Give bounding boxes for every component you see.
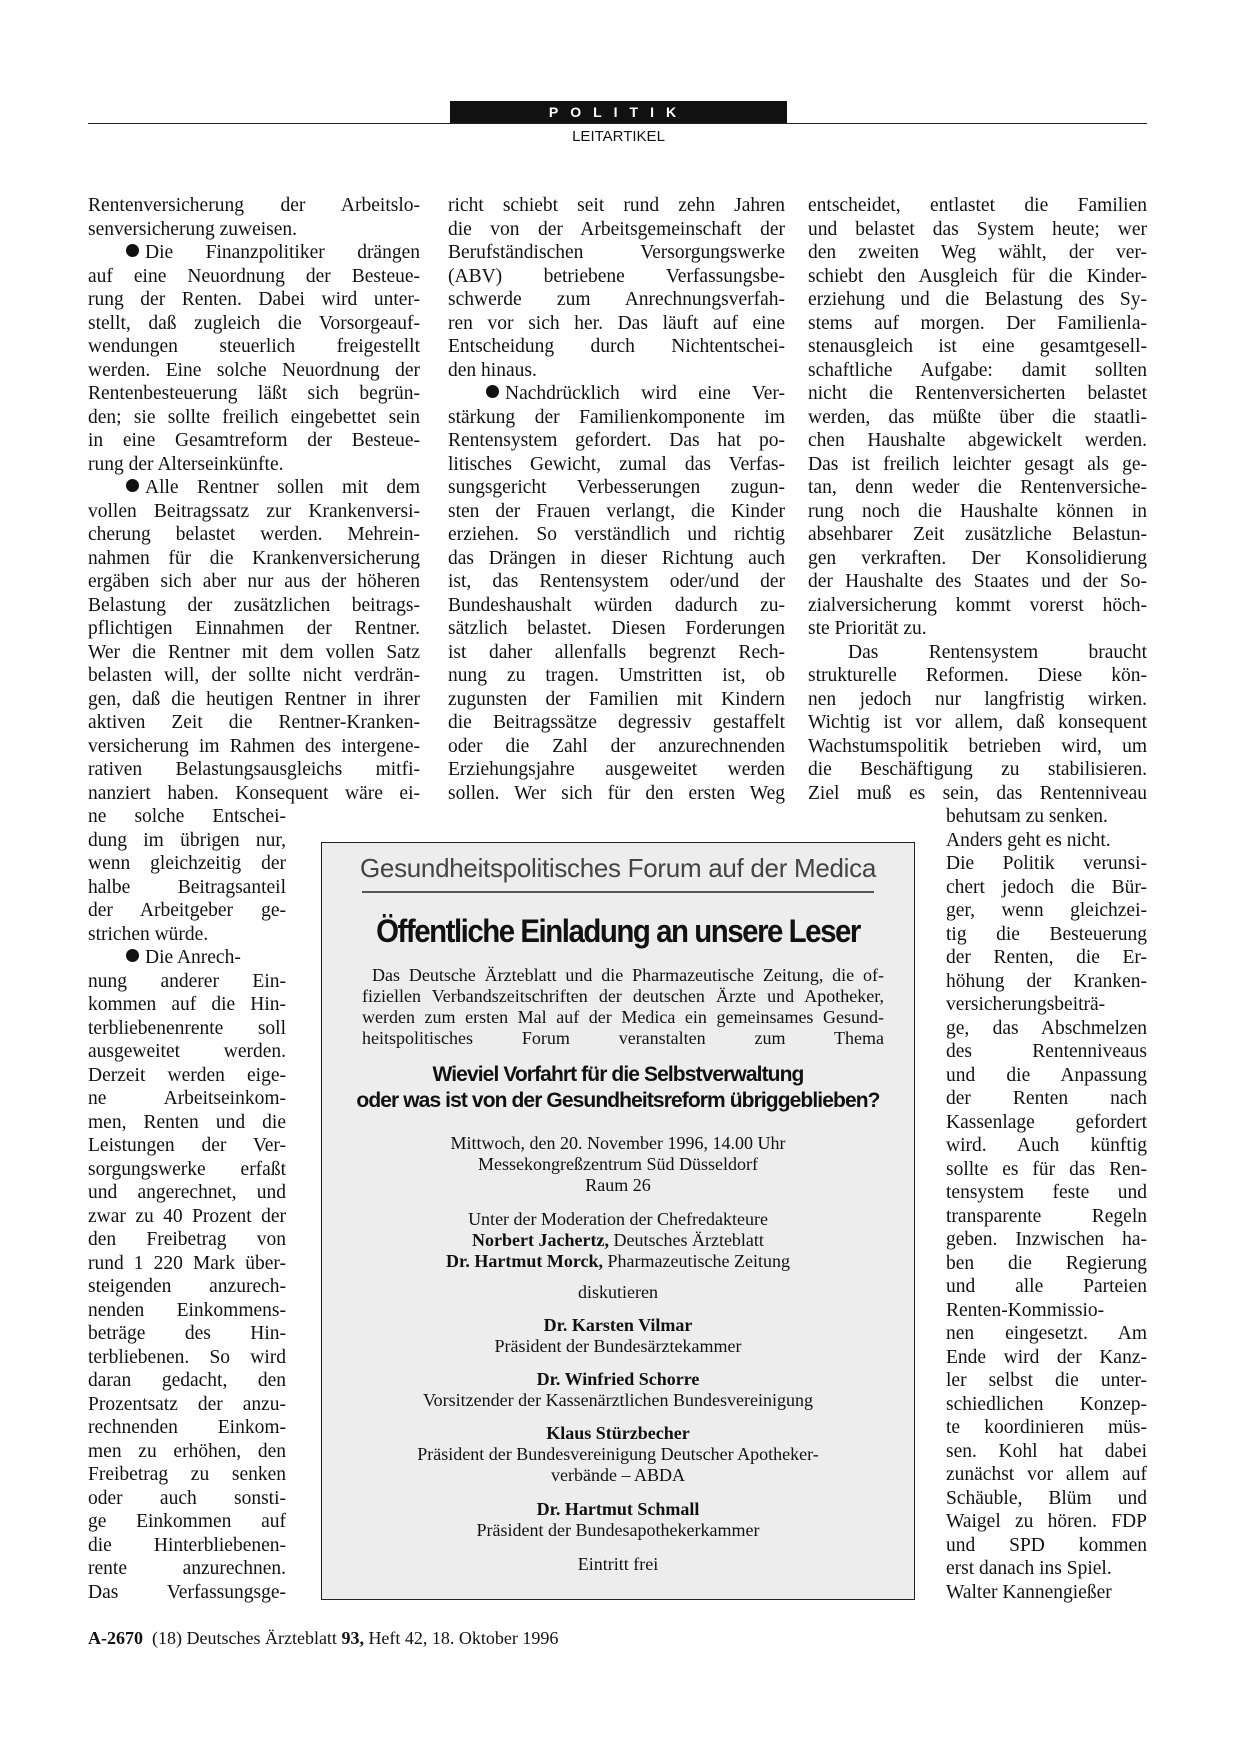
text-line: rechnenden Einkom- [88,1417,286,1438]
text-line: ist, das Rentensystem oder/und der [448,571,785,592]
text-line: nenden Einkommens- [88,1299,286,1321]
text-line: versicherungsbeiträ- [946,994,1106,1015]
text-line: aktiven Zeit die Rentner-Kranken- [88,712,420,733]
text-line: senversicherung zuweisen. [88,218,298,240]
text-line: schiebt den Ausgleich für die Kinder- [808,265,1147,287]
text-line: ren vor sich her. Das läuft auf eine [448,312,785,334]
footer-volume: 93, [341,1628,364,1648]
text-line: sätzlich belastet. Diesen Forderungen [448,618,785,639]
bullet-icon [126,244,139,257]
footer-issue: Heft 42, 18. Oktober 1996 [363,1628,559,1648]
text-line: Berufständischen Versorgungswerke [448,242,785,263]
text-line: ste Priorität zu. [808,618,927,639]
text-line: werden. Eine solche Neuordnung der [88,359,420,381]
text-line: zialversicherung kommt vorerst höch- [808,594,1147,616]
text-line: Alle Rentner sollen mit dem [145,477,420,498]
text-line: stenausgleich ist eine gesamtgesell- [808,336,1147,357]
text-line: ler selbst die unter- [946,1370,1147,1391]
text-line: richt schiebt seit rund zehn Jahren [448,195,785,216]
panelist [322,1499,914,1541]
text-line: Leistungen der Ver- [88,1135,286,1156]
section-label: POLITIK [450,101,787,123]
text-line: absehbarer Zeit zusätzliche Belastun- [808,524,1147,545]
text-line: strichen würde. [88,923,209,945]
text-line: pflichtigen Einnahmen der Rentner. [88,618,420,639]
subsection-label: LEITARTIKEL [572,128,665,145]
text-line: (ABV) betriebene Verfassungsbe- [448,265,785,287]
text-line: Das Deutsche Ärzteblatt und die Pharmazeutische Zeitung, die of- [372,965,884,985]
panelist [322,1369,914,1411]
text-line: tig die Besteuerung [946,923,1147,945]
text-line: Ziel muß es sein, das Rentenniveau [808,782,1147,804]
text-line: Wichtig ist vor allem, daß konsequent [808,712,1147,733]
article-column-1 [88,194,420,805]
text-line: die von der Arbeitsgemeinschaft der [448,218,785,240]
panelist [322,1423,914,1486]
text-line: Renten-Kommissio- [946,1299,1105,1321]
text-line: oder die Zahl der anzurechnenden [448,735,785,757]
text-line: der Renten, die Er- [946,947,1147,968]
text-line: rativen Belastungsausgleichs mitfi- [88,759,420,780]
text-line: der Haushalte des Staates und der So- [808,571,1147,592]
text-line: Das Verfassungsge- [88,1581,286,1603]
text-line: versicherung im Rahmen des intergene- [88,735,420,757]
text-line: beträge des Hin- [88,1323,286,1344]
text-line: in eine Gesamtreform der Besteue- [88,430,420,451]
text-line: Die Finanzpolitiker drängen [145,242,420,263]
article-column-1-narrow [88,805,286,1604]
panelist-role: verbände – ABDA [551,1465,685,1485]
text-line: men zu erhöhen, den [88,1440,286,1462]
article-column-2 [448,194,785,805]
text-line: cherung belastet werden. Mehrein- [88,524,420,545]
text-line: und alle Parteien [946,1276,1147,1297]
text-line: Entscheidung durch Nichtentschei- [448,336,785,357]
text-line: der Arbeitgeber ge- [88,900,286,921]
bullet-icon [486,385,499,398]
text-line: das Drängen in dieser Richtung auch [448,547,785,569]
text-line: Waigel zu hören. FDP [946,1511,1147,1532]
text-line: rung der Renten. Dabei wird unter- [88,289,420,310]
panelist-role: Vorsitzender der Kassenärztlichen Bundesvereinigung [422,1390,814,1410]
text-line: den zweiten Weg wählt, der ver- [808,242,1147,263]
text-line: wird. Auch künftig [946,1135,1147,1156]
text-line: sen. Kohl hat dabei [946,1440,1147,1462]
text-line: den hinaus. [448,359,537,381]
text-line: transparente Regeln [946,1205,1147,1227]
admission-note: Eintritt frei [577,1554,659,1574]
text-line: Wer die Rentner mit dem vollen Satz [88,641,420,663]
text-line: zunächst vor allem auf [946,1464,1147,1485]
text-line: und angerechnet, und [88,1182,286,1203]
text-line: ger, wenn gleichzei- [946,900,1147,921]
text-line: Rentensystem gefordert. Das hat po- [448,430,785,451]
text-line: die Beschäftigung zu stabilisieren. [808,759,1147,780]
text-line: terbliebenenrente soll [88,1017,286,1039]
text-line: men, Renten und die [88,1111,286,1133]
text-line: behutsam zu senken. [946,806,1108,827]
text-line: Die Politik verunsi- [946,853,1147,874]
text-line: nahmen für die Krankenversicherung [88,547,420,569]
panelist-role: Präsident der Bundesärztekammer [494,1336,742,1356]
text-line: ge Einkommen auf [88,1511,286,1532]
text-line: Rentenversicherung der Arbeitslo- [88,195,420,216]
panelist [322,1315,914,1357]
event-venue: Messekongreßzentrum Süd Düsseldorf [478,1154,758,1174]
author-name: Walter Kannengießer [946,1581,1112,1603]
invitation-intro [362,965,884,1049]
header-rule [88,123,1147,124]
panelist-name: Dr. Karsten Vilmar [543,1315,693,1335]
text-line: stellt, daß zugleich die Vorsorgeauf- [88,312,420,334]
panelist-role: Präsident der Bundesvereinigung Deutscher Apotheker- [417,1444,819,1464]
text-line: ausgeweitet werden. [88,1041,286,1062]
text-line: chen Haushalte abgewickelt werden. [808,430,1147,451]
moderator-org: Pharmazeutische Zeitung [603,1251,790,1271]
forum-topic-line: Wieviel Vorfahrt für die Selbstverwaltung [432,1063,804,1086]
text-line: terbliebenen. So wird [88,1346,286,1368]
text-line: Prozentsatz der anzu- [88,1393,286,1415]
text-line: rente anzurechnen. [88,1558,286,1579]
text-line: schwerde zum Anrechnungsverfah- [448,289,785,310]
text-line: Nachdrücklich wird eine Ver- [505,383,785,404]
page-footer [88,1628,558,1649]
text-line: des Rentenniveaus [946,1041,1147,1062]
discuss-label: diskutieren [578,1282,658,1302]
text-line: und SPD kommen [946,1534,1147,1556]
text-line: werden, das müßte über die staatli- [808,406,1147,428]
text-line: ben die Regierung [946,1252,1147,1274]
text-line: nen eingesetzt. Am [946,1323,1147,1344]
text-line: nanziert haben. Konsequent wäre ei- [88,782,420,804]
forum-topic [322,1062,914,1114]
text-line: stems auf morgen. Der Familienla- [808,312,1147,334]
invitation-title: Öffentliche Einladung an unsere Leser [376,913,860,949]
text-line: die Beitragssätze degressiv gestaffelt [448,712,785,733]
text-line: zwar zu 40 Prozent der [88,1205,286,1227]
text-line: gen, daß die heutigen Rentner in ihrer [88,688,420,710]
moderator-org: Deutsches Ärzteblatt [608,1230,764,1250]
text-line: Bundeshaushalt würden dadurch zu- [448,594,785,616]
text-line: dung im übrigen nur, [88,829,286,851]
text-line: erst danach ins Spiel. [946,1558,1112,1579]
text-line: Das Rentensystem braucht [848,641,1147,663]
text-line: die Hinterbliebenen- [88,1534,286,1556]
text-line: vollen Beitragssatz zur Krankenversi- [88,500,420,522]
text-line: den Freibetrag von [88,1229,286,1250]
panelist-role: Präsident der Bundesapothekerkammer [476,1520,760,1540]
text-line: Erziehungsjahre ausgeweitet werden [448,759,785,780]
event-details [322,1133,914,1196]
text-line: schaftliche Aufgabe: damit sollten [808,359,1147,381]
text-line: Derzeit werden eige- [88,1064,286,1086]
text-line: belasten will, der sollte nicht verdrän- [88,665,420,686]
text-line: heitspolitisches Forum veranstalten zum Thema [362,1028,884,1048]
text-line: fiziellen Verbandszeitschriften der deutschen Ärzte und Apotheker, [362,986,884,1006]
text-line: sungsgericht Verbesserungen zugun- [448,477,785,498]
text-line: Freibetrag zu senken [88,1464,286,1485]
text-line: geben. Inzwischen ha- [946,1229,1147,1250]
text-line: chert jedoch die Bür- [946,876,1147,898]
text-line: Rentenbesteuerung läßt sich begrün- [88,383,420,404]
text-line: sorgungswerke erfaßt [88,1158,286,1180]
page-number: A-2670 [88,1628,143,1648]
event-date: Mittwoch, den 20. November 1996, 14.00 Uhr [450,1133,786,1153]
text-line: auf eine Neuordnung der Besteue- [88,265,420,287]
text-line: sollen. Wer sich für den ersten Weg [448,782,785,804]
forum-topic-line: oder was ist von der Gesundheitsreform übriggeblieben? [356,1089,880,1112]
text-line: halbe Beitragsanteil [88,876,286,898]
text-line: strukturelle Reformen. Diese kön- [808,665,1147,686]
text-line: daran gedacht, den [88,1370,286,1391]
text-line: und die Anpassung [946,1064,1147,1086]
moderation-label: Unter der Moderation der Chefredakteure [468,1209,768,1229]
text-line: erziehung und die Belastung des Sy- [808,289,1147,310]
text-line: wendungen steuerlich freigestellt [88,336,420,357]
panelist-name: Dr. Winfried Schorre [536,1369,700,1389]
text-line: sten der Frauen verlangt, die Kinder [448,500,785,522]
text-line: den; sie sollte freilich eingebettet sein [88,406,420,428]
text-line: litisches Gewicht, zumal das Verfas- [448,453,785,475]
moderators [322,1209,914,1272]
text-line: te koordinieren müs- [946,1417,1147,1438]
panelist-name: Dr. Hartmut Schmall [536,1499,700,1519]
event-room: Raum 26 [585,1175,651,1195]
text-line: steigenden anzurech- [88,1276,286,1297]
text-line: nung anderer Ein- [88,970,286,992]
text-line: Belastung der zusätzlichen beitrags- [88,594,420,616]
text-line: nicht die Rentenversicherten belastet [808,383,1147,404]
text-line: nung zu tragen. Umstritten ist, ob [448,665,785,686]
text-line: Die Anrech- [145,947,241,968]
text-line: rung noch die Haushalte können in [808,500,1147,522]
text-line: kommen auf die Hin- [88,994,286,1015]
text-line: sollte es für das Ren- [946,1158,1147,1180]
text-line: ge, das Abschmelzen [946,1017,1147,1039]
text-line: rung der Alterseinkünfte. [88,453,284,475]
moderator-name: Norbert Jachertz, [472,1230,609,1250]
text-line: erziehen. So verständlich und richtig [448,524,785,545]
text-line: der Renten nach [946,1088,1147,1109]
text-line: und belastet das System heute; wer [808,218,1147,240]
invitation-box [321,842,915,1600]
text-line: werden zum ersten Mal auf der Medica ein gemeinsames Gesund- [362,1007,884,1027]
bullet-icon [126,479,139,492]
text-line: entscheidet, entlastet die Familien [808,195,1147,216]
text-line: tan, denn weder die Rentenversiche- [808,477,1147,498]
text-line: schiedlichen Konzep- [946,1393,1147,1415]
article-column-3-narrow [946,805,1147,1604]
bullet-icon [126,949,139,962]
panelist-name: Klaus Stürzbecher [546,1423,690,1443]
text-line: ergäben sich aber nur aus der höheren [88,571,420,592]
text-line: ne Arbeitseinkom- [88,1088,286,1109]
text-line: wenn gleichzeitig der [88,853,286,874]
text-line: gen verkraften. Der Konsolidierung [808,547,1147,569]
text-line: höhung der Kranken- [946,970,1147,992]
footer-publication: (18) Deutsches Ärzteblatt [152,1628,342,1648]
moderator-name: Dr. Hartmut Morck, [446,1251,604,1271]
text-line: Schäuble, Blüm und [946,1487,1147,1509]
text-line: Kassenlage gefordert [946,1111,1147,1133]
text-line: oder auch sonsti- [88,1487,286,1509]
invitation-kicker: Gesundheitspolitisches Forum auf der Medica [359,853,877,883]
text-line: Ende wird der Kanz- [946,1346,1147,1368]
text-line: Das ist freilich leichter gesagt als ge- [808,453,1147,475]
kicker-rule [362,891,874,893]
text-line: stärkung der Familienkomponente im [448,406,785,428]
text-line: tensystem feste und [946,1182,1147,1203]
text-line: Wachstumspolitik betrieben wird, um [808,735,1147,757]
text-line: nen jedoch nur langfristig wirken. [808,688,1147,710]
text-line: ne solche Entschei- [88,806,286,827]
text-line: rund 1 220 Mark über- [88,1252,286,1274]
text-line: ist daher allenfalls begrenzt Rech- [448,641,785,663]
article-column-3 [808,194,1147,805]
text-line: zugunsten der Familien mit Kindern [448,688,785,710]
text-line: Anders geht es nicht. [946,829,1111,851]
